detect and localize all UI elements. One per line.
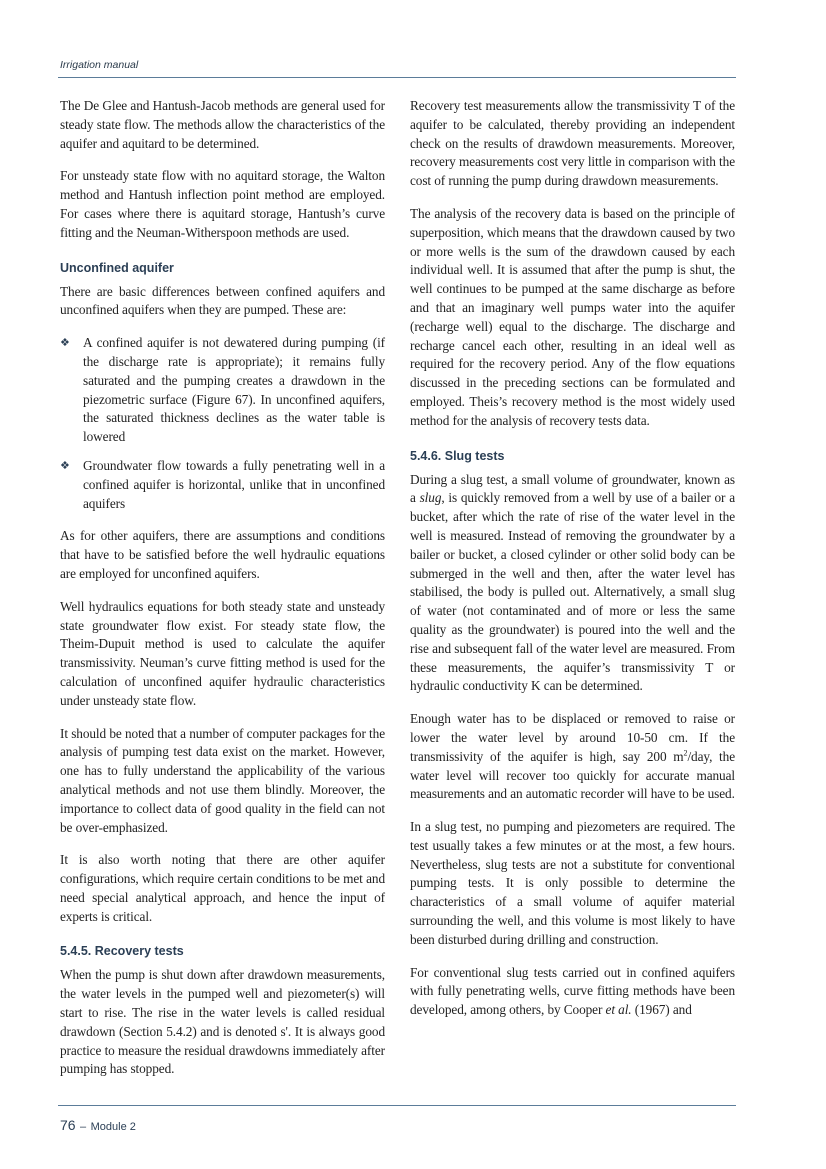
- bullet-list: [60, 334, 385, 513]
- paragraph: In a slug test, no pumping and piezometers are required. The test usually takes a few minutes or at the most, a few hours. Nevertheless, slug tests are not a substitute for conventional pumping tests. It is only possible to determine the characteristics of a small volume of aquifer material surrounding the well, and this volume is most likely to have been disturbed during drilling and construction.: [410, 819, 735, 947]
- list-item: [60, 334, 385, 447]
- footer-dash: –: [80, 1121, 87, 1133]
- diamond-bullet-icon: ❖: [60, 458, 70, 472]
- italic-term-slug: slug: [419, 490, 442, 506]
- section-heading-slug-tests: 5.4.6. Slug tests: [410, 448, 505, 463]
- text-span: (1967) and: [631, 1002, 692, 1018]
- footer-rule: [58, 1105, 736, 1106]
- list-item: [60, 457, 385, 513]
- list-item-text: Groundwater flow towards a fully penetrating well in a confined aquifer is horizontal, unlike that in unconfined aquifers: [83, 457, 385, 511]
- paragraph: The De Glee and Hantush-Jacob methods are general used for steady state flow. The methods allow the characteristics of the aquifer and aquitard to be determined.: [60, 98, 385, 151]
- paragraph: It should be noted that a number of computer packages for the analysis of pumping test data exist on the market. However, one has to fully understand the applicability of the various analytical methods and not use them blindly. Moreover, the importance to collect data of good quality in the field can not be over-emphasized.: [60, 725, 385, 835]
- list-item-text: A confined aquifer is not dewatered during pumping (if the discharge rate is appropriate); it remains fully saturated and the pumping creates a drawdown in the piezometric surface (Figure 67). In unconfined aquifers, the saturated thickness declines as the water table is lowered: [83, 335, 385, 445]
- paragraph: [410, 964, 735, 1020]
- paragraph: As for other aquifers, there are assumptions and conditions that have to be satisfied before the well hydraulic equations are employed for unconfined aquifers.: [60, 528, 385, 581]
- paragraph: The analysis of the recovery data is based on the principle of superposition, which means that the drawdown caused by two or more wells is the sum of the drawdown caused by each individual well. It is assumed that after the pump is shut, the well continues to be pumped at the same discharge as before and that an imaginary well pumps water into the aquifer (recharge well) equal to the discharge. The discharge and recharge cancel each other, resulting in an ideal well as required for the recovery period. Any of the flow equations discussed in the preceding sections can be formulated and employed. Theis’s recovery method is the most widely used method for the analysis of recovery tests data.: [410, 205, 735, 428]
- text-span: For conventional slug tests carried out in confined aquifers with fully penetrating wells, curve fitting methods have been developed, among others, by Cooper: [410, 964, 735, 1018]
- superscript: 2: [683, 748, 688, 758]
- module-label: Module 2: [90, 1121, 136, 1133]
- paragraph: For unsteady state flow with no aquitard storage, the Walton method and Hantush inflection point method are employed. For cases where there is aquitard storage, Hantush’s curve fitting and the Neuman-Witherspoon methods are used.: [60, 168, 385, 240]
- paragraph: Recovery test measurements allow the transmissivity T of the aquifer to be calculated, thereby providing an independent check on the results of drawdown measurements. Moreover, recovery measurements cost very little in comparison with the cost of running the pump during drawdown measurements.: [410, 98, 735, 189]
- text-span: , is quickly removed from a well by use of a bailer or a bucket, after which the rate of rise of the water level in the well is measured. Instead of removing the groundwater by a bailer or bucket, a closed cylinder or other solid body can be submerged in the well and then, after the water level has stabilised, the body is pulled out. Alternatively, a small slug of water (not contaminated and of more or less the same quality as the groundwater) is poured into the well and the rise and subsequent fall of the water level are measured. From these measurements, the aquifer’s transmissivity T or hydraulic conductivity K can be determined.: [410, 490, 735, 694]
- paragraph: There are basic differences between confined aquifers and unconfined aquifers when they are pumped. These are:: [60, 283, 385, 318]
- page-number: 76: [60, 1117, 76, 1133]
- paragraph: [410, 710, 735, 804]
- text-span: During a slug test, a small volume of groundwater, known as a: [410, 471, 735, 506]
- right-column: [410, 97, 735, 1034]
- paragraph: When the pump is shut down after drawdown measurements, the water levels in the pumped well and piezometer(s) will start to rise. The rise in the water levels is called residual drawdown (Section 5.4.2) and is denoted s'. It is always good practice to measure the residual drawdowns immediately after pumping has stopped.: [60, 967, 385, 1077]
- paragraph: [410, 471, 735, 697]
- section-heading-unconfined-aquifer: Unconfined aquifer: [60, 260, 174, 275]
- section-heading-recovery-tests: 5.4.5. Recovery tests: [60, 944, 184, 959]
- italic-et-al: et al.: [605, 1002, 632, 1018]
- page-footer: [60, 1117, 136, 1135]
- left-column: [60, 97, 385, 1093]
- header-rule: [58, 77, 736, 78]
- running-header: Irrigation manual: [60, 59, 139, 71]
- text-span: Enough water has to be displaced or removed to raise or lower the water level by around 10-50 cm. If the transmissivity of the aquifer is high, say 200 m: [410, 711, 735, 764]
- paragraph: Well hydraulics equations for both steady state and unsteady state groundwater flow exist. For steady state flow, the Theim-Dupuit method is used to calculate the aquifer transmissivity. Neuman’s curve fitting method is used for the calculation of unconfined aquifer hydraulic characteristics under unsteady state flow.: [60, 598, 385, 708]
- text-span: /day, the water level will recover too quickly for accurate manual measurements and an automatic recorder will have to be used.: [410, 748, 735, 802]
- diamond-bullet-icon: ❖: [60, 336, 70, 350]
- paragraph: It is also worth noting that there are other aquifer configurations, which require certain conditions to be met and need special analytical approach, and hence the input of experts is critical.: [60, 852, 385, 924]
